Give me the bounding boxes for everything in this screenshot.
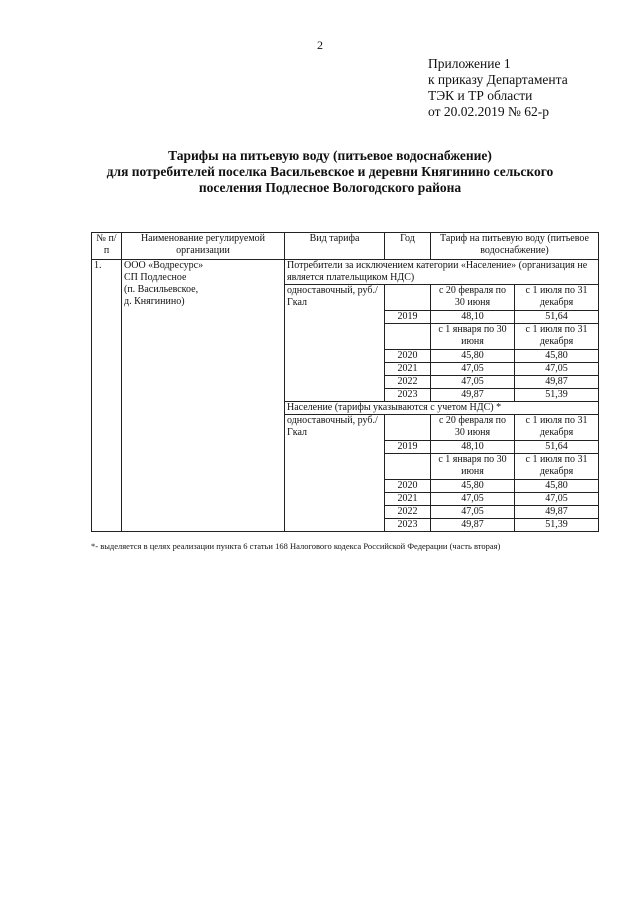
- tariff-value: 49,87: [431, 389, 515, 402]
- document-title: [60, 148, 600, 196]
- year-cell: 2022: [385, 376, 431, 389]
- tariff-value: 45,80: [515, 480, 599, 493]
- period-label: с 1 января по 30 июня: [431, 324, 515, 350]
- row-number: 1.: [92, 260, 122, 532]
- year-cell: 2023: [385, 389, 431, 402]
- header-year: Год: [385, 233, 431, 260]
- tariff-value: 49,87: [515, 376, 599, 389]
- appendix-line: ТЭК и ТР области: [428, 88, 533, 103]
- tariff-value: 45,80: [431, 480, 515, 493]
- year-cell: [385, 324, 431, 350]
- period-label: с 1 июля по 31 декабря: [515, 285, 599, 311]
- tariff-value: 48,10: [431, 441, 515, 454]
- tariff-value: 51,39: [515, 519, 599, 532]
- year-cell: 2023: [385, 519, 431, 532]
- table-header-row: [92, 233, 599, 260]
- organization-line: (п. Васильевское,: [124, 284, 199, 295]
- tariff-value: 49,87: [515, 506, 599, 519]
- year-cell: [385, 415, 431, 441]
- appendix-line: от 20.02.2019 № 62-р: [428, 104, 549, 119]
- tariff-value: 47,05: [431, 376, 515, 389]
- title-line: поселения Подлесное Вологодского района: [198, 180, 462, 195]
- tariff-value: 51,39: [515, 389, 599, 402]
- organization-cell: [122, 260, 285, 532]
- title-line: для потребителей поселка Васильевское и деревни Княгинино сельского: [106, 164, 554, 179]
- year-cell: 2022: [385, 506, 431, 519]
- tariff-table: [91, 232, 599, 532]
- appendix-block: [428, 56, 568, 120]
- tariff-value: 47,05: [515, 363, 599, 376]
- year-cell: [385, 285, 431, 311]
- organization-line: ООО «Водресурс»: [124, 260, 204, 271]
- tariff-value: 47,05: [431, 506, 515, 519]
- tariff-value: 49,87: [431, 519, 515, 532]
- category-label: Население (тарифы указываются с учетом НДС) *: [285, 402, 599, 415]
- category-label: Потребители за исключением категории «Население» (организация не является плательщиком НДС): [285, 260, 599, 285]
- title-line: Тарифы на питьевую воду (питьевое водоснабжение): [168, 148, 492, 163]
- header-type: Вид тарифа: [285, 233, 385, 260]
- year-cell: 2020: [385, 350, 431, 363]
- tariff-value: 45,80: [431, 350, 515, 363]
- page-number: 2: [317, 38, 323, 52]
- year-cell: [385, 454, 431, 480]
- appendix-line: Приложение 1: [428, 56, 511, 71]
- header-org: Наименование регулируемой организации: [122, 233, 285, 260]
- year-cell: 2021: [385, 493, 431, 506]
- appendix-line: к приказу Департамента: [428, 72, 568, 87]
- tariff-type: одноставочный, руб./Гкал: [285, 285, 385, 402]
- period-label: с 1 июля по 31 декабря: [515, 454, 599, 480]
- year-cell: 2020: [385, 480, 431, 493]
- year-cell: 2019: [385, 311, 431, 324]
- header-num: № п/п: [92, 233, 122, 260]
- organization-line: д. Княгинино): [124, 296, 185, 307]
- header-tariff: Тариф на питьевую воду (питьевое водоснабжение): [431, 233, 599, 260]
- year-cell: 2021: [385, 363, 431, 376]
- period-label: с 1 июля по 31 декабря: [515, 415, 599, 441]
- period-label: с 1 июля по 31 декабря: [515, 324, 599, 350]
- period-label: с 1 января по 30 июня: [431, 454, 515, 480]
- organization-line: СП Подлесное: [124, 272, 187, 283]
- tariff-value: 45,80: [515, 350, 599, 363]
- tariff-value: 48,10: [431, 311, 515, 324]
- tariff-value: 47,05: [431, 493, 515, 506]
- tariff-value: 51,64: [515, 441, 599, 454]
- period-label: с 20 февраля по 30 июня: [431, 285, 515, 311]
- tariff-value: 47,05: [431, 363, 515, 376]
- footnote: *- выделяется в целях реализации пункта 6 статьи 168 Налогового кодекса Российской Федерации (часть вторая): [91, 541, 501, 551]
- category-row: [92, 260, 599, 285]
- period-label: с 20 февраля по 30 июня: [431, 415, 515, 441]
- tariff-type: одноставочный, руб./Гкал: [285, 415, 385, 532]
- tariff-value: 47,05: [515, 493, 599, 506]
- tariff-value: 51,64: [515, 311, 599, 324]
- year-cell: 2019: [385, 441, 431, 454]
